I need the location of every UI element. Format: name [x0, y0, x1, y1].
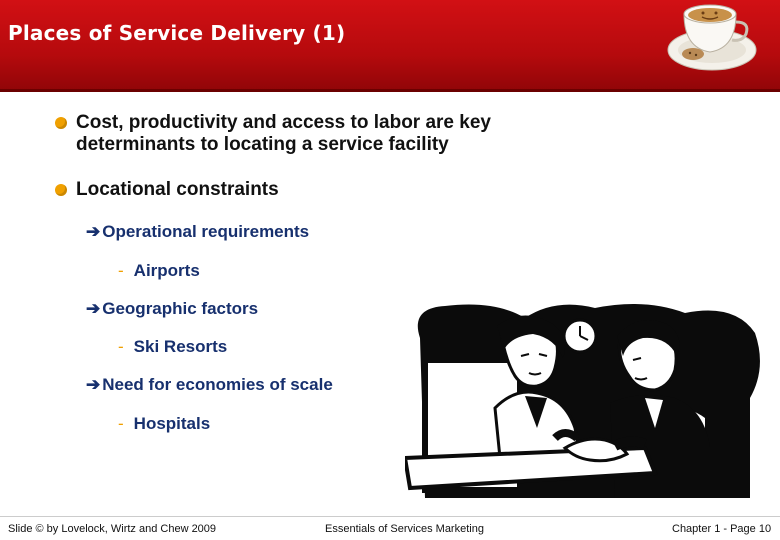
sub-item-label: Operational requirements — [102, 222, 310, 241]
example-ski-resorts — [118, 337, 227, 357]
dash-icon: - — [118, 337, 124, 356]
sub-item-economies-of-scale — [86, 375, 333, 395]
sub-item-operational — [86, 222, 309, 242]
sub-item-geographic — [86, 299, 258, 319]
bullet-line-1: Cost, productivity and access to labor are key — [76, 112, 491, 133]
bullet-cost-productivity — [76, 112, 491, 156]
bullet-dot — [55, 117, 67, 129]
arrow-icon: ➔ — [86, 299, 101, 318]
sub-item-label: Need for economies of scale — [102, 375, 333, 394]
example-hospitals — [118, 414, 210, 434]
arrow-icon: ➔ — [86, 222, 101, 241]
footer-course-title: Essentials of Services Marketing — [325, 523, 484, 535]
example-label: Airports — [133, 261, 200, 280]
slide-title: Places of Service Delivery (1) — [8, 21, 346, 45]
footer-page-number: Chapter 1 - Page 10 — [672, 523, 772, 535]
bullet-locational-constraints: Locational constraints — [76, 179, 279, 200]
example-label: Hospitals — [133, 414, 211, 433]
example-label: Ski Resorts — [133, 337, 228, 356]
footer-copyright: Slide © by Lovelock, Wirtz and Chew 2009 — [8, 523, 217, 535]
dash-icon: - — [118, 414, 124, 433]
dash-icon: - — [118, 261, 124, 280]
footer-divider — [0, 516, 780, 517]
arrow-icon: ➔ — [86, 375, 101, 394]
bullet-line-2: determinants to locating a service facility — [76, 134, 449, 155]
sub-item-label: Geographic factors — [102, 299, 259, 318]
example-airports — [118, 261, 200, 281]
bullet-dot — [55, 184, 67, 196]
handshake-illustration — [405, 298, 770, 508]
